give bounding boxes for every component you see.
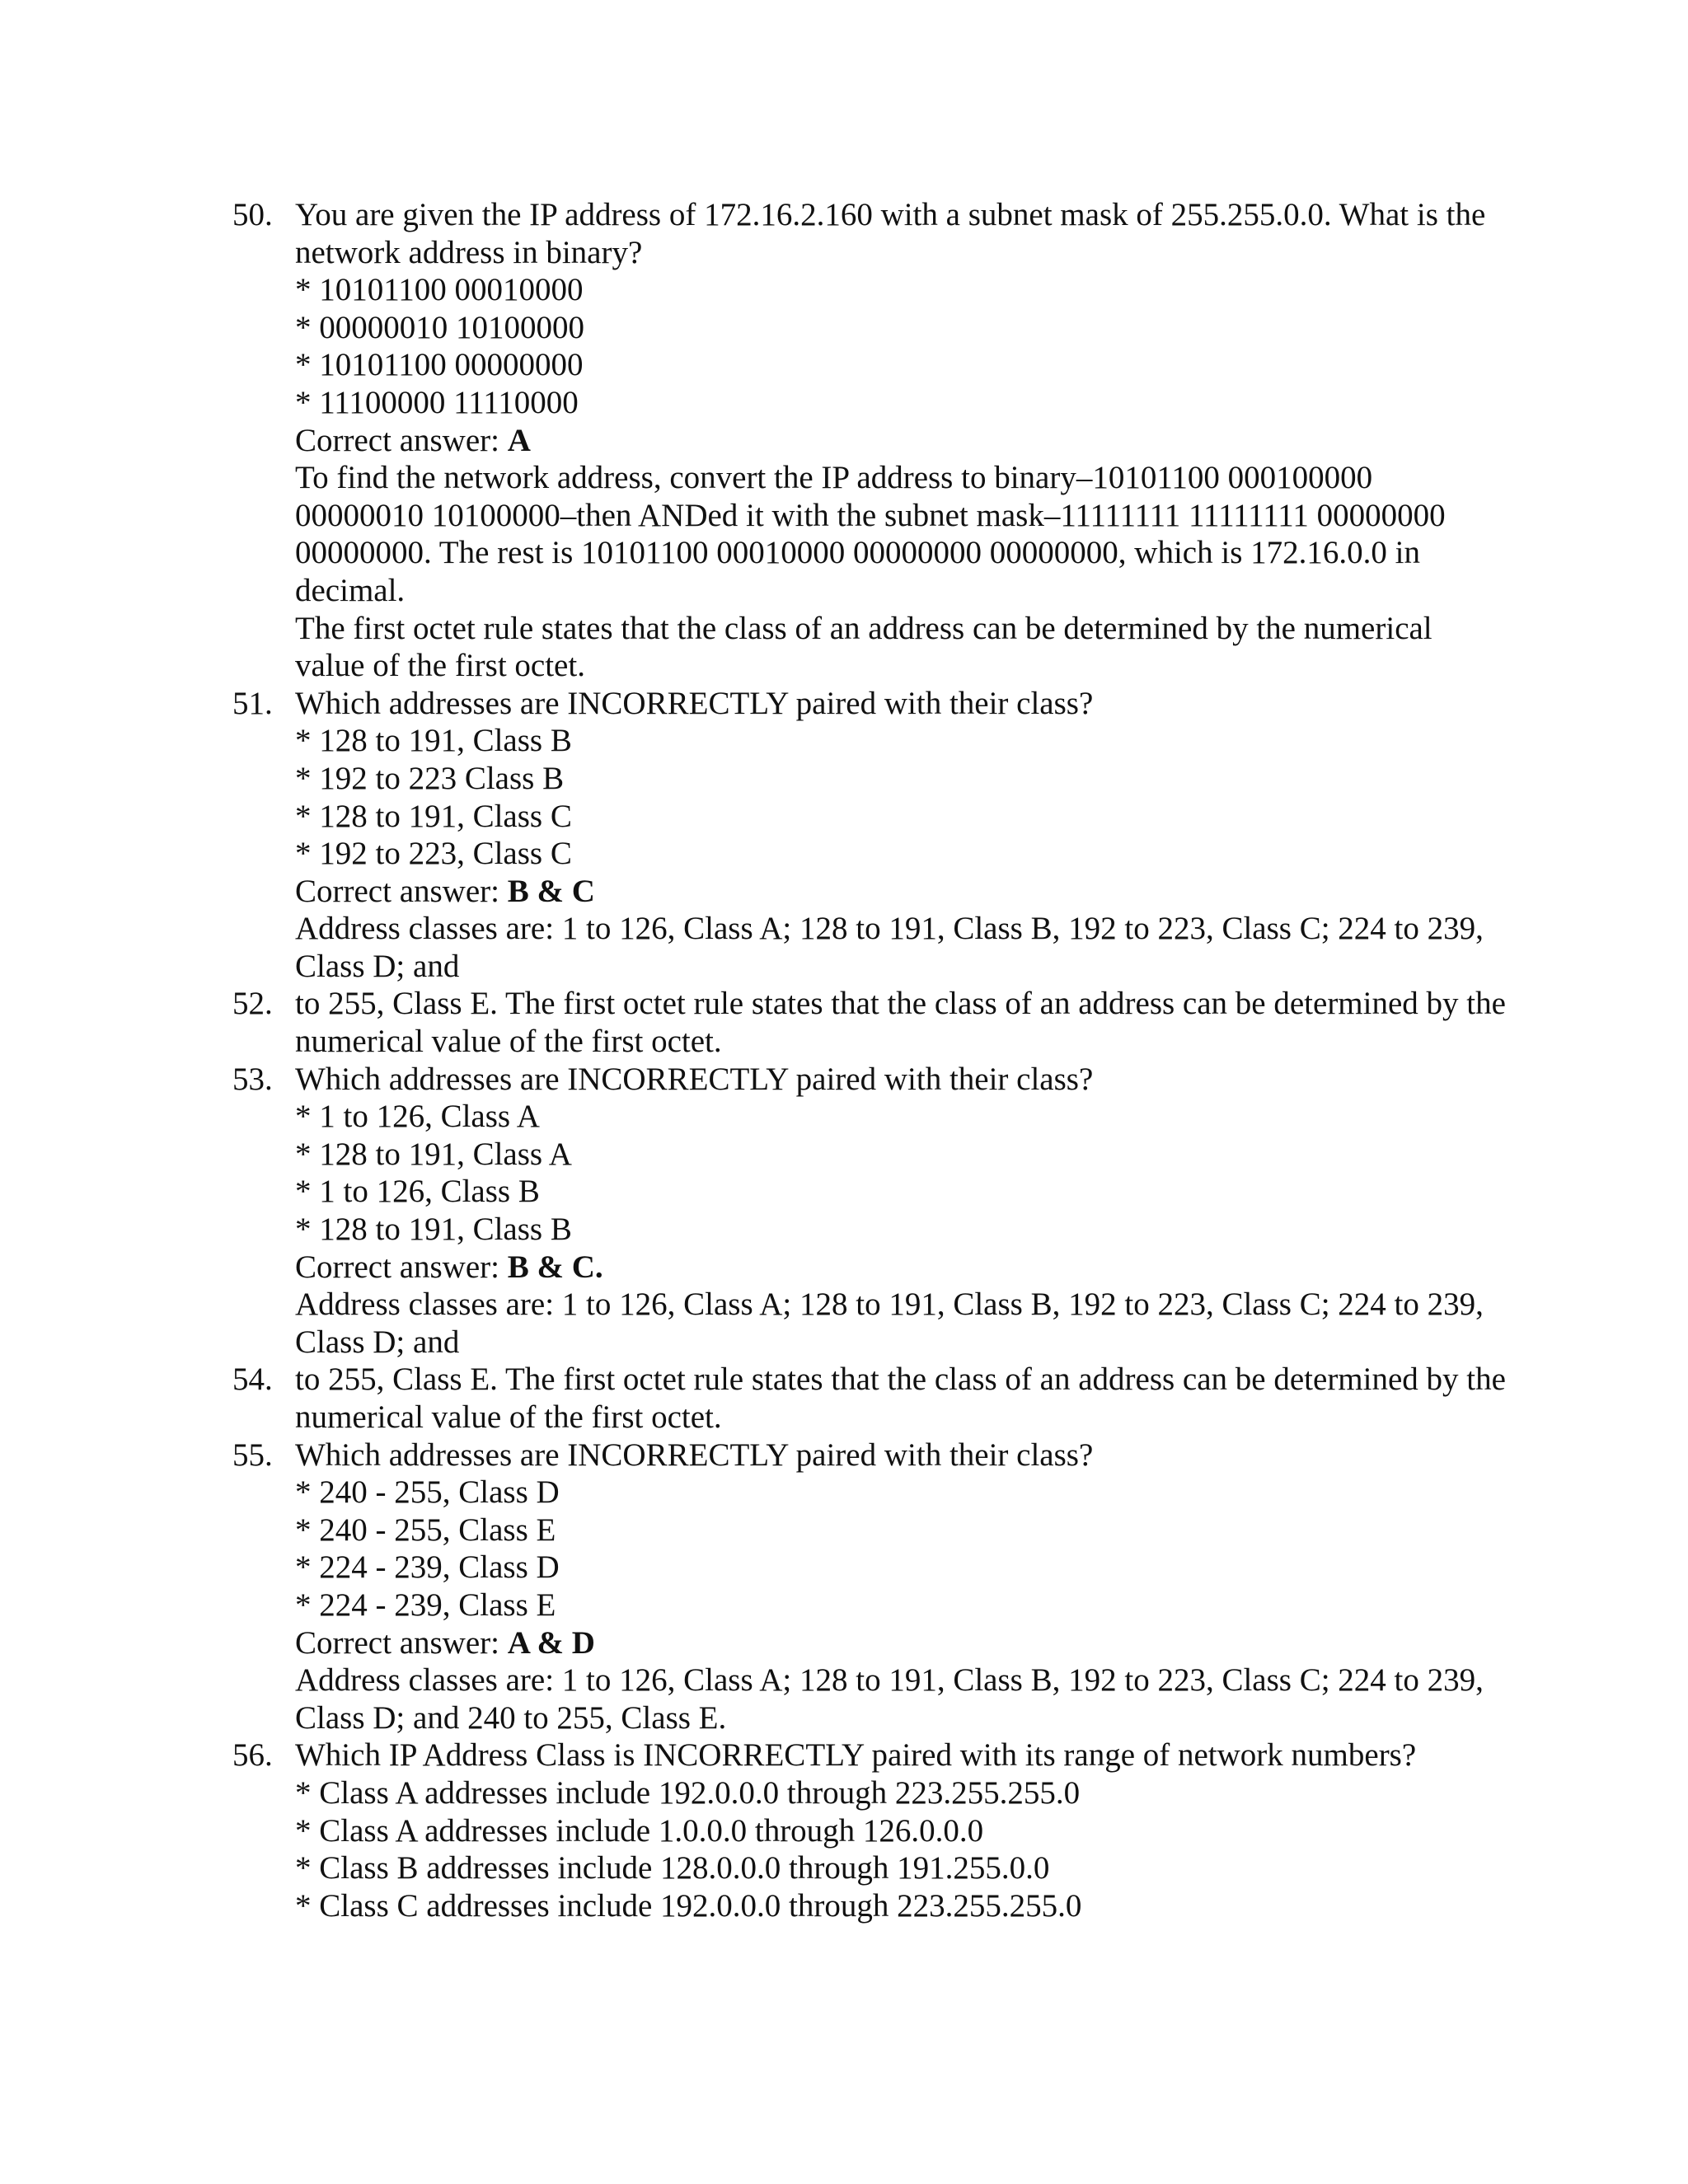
question-item-54 <box>232 1361 1508 1436</box>
answer-label: Correct answer: <box>295 1624 508 1661</box>
answer-value: A <box>507 422 531 458</box>
option: * Class A addresses include 1.0.0.0 through 126.0.0.0 <box>295 1812 984 1849</box>
question-item-55 <box>232 1436 1508 1737</box>
question-item-52 <box>232 985 1508 1060</box>
option: * 10101100 00000000 <box>295 347 584 383</box>
answer-label: Correct answer: <box>295 422 508 458</box>
item-text: to 255, Class E. The first octet rule states that the class of an address can be determined by the numerical value of the first octet. <box>295 1361 1506 1435</box>
correct-answer <box>295 1624 1508 1662</box>
option: * 192 to 223, Class C <box>295 836 572 872</box>
correct-answer <box>295 873 1508 911</box>
option: * Class A addresses include 192.0.0.0 through 223.255.255.0 <box>295 1774 1081 1811</box>
option: * 128 to 191, Class C <box>295 798 572 834</box>
answer-value: B & C <box>507 873 595 909</box>
answer-label: Correct answer: <box>295 873 508 909</box>
question-text: Which addresses are INCORRECTLY paired with their class? <box>295 685 1094 721</box>
explanation: Address classes are: 1 to 126, Class A; 128 to 191, Class B, 192 to 223, Class C; 224 to 239, Class D; and <box>295 911 1484 984</box>
option: * 128 to 191, Class B <box>295 723 572 759</box>
explanation: Address classes are: 1 to 126, Class A; 128 to 191, Class B, 192 to 223, Class C; 224 to 239, Class D; and <box>295 1286 1484 1360</box>
option: * 00000010 10100000 <box>295 309 584 345</box>
correct-answer <box>295 1249 1508 1286</box>
item-text: to 255, Class E. The first octet rule states that the class of an address can be determined by the numerical value of the first octet. <box>295 986 1506 1060</box>
question-item-50 <box>232 196 1508 685</box>
explanation: Address classes are: 1 to 126, Class A; 128 to 191, Class B, 192 to 223, Class C; 224 to 239, Class D; and 240 to 255, Class E. <box>295 1662 1484 1736</box>
option: * 224 - 239, Class D <box>295 1549 560 1586</box>
option: * Class C addresses include 192.0.0.0 through 223.255.255.0 <box>295 1887 1082 1924</box>
question-item-56 <box>232 1736 1508 1924</box>
option: * 240 - 255, Class E <box>295 1511 556 1548</box>
item-number: 50. <box>232 197 273 232</box>
item-number: 55. <box>232 1436 273 1473</box>
item-number: 56. <box>232 1737 273 1774</box>
answer-value: A & D <box>507 1624 595 1661</box>
option: * 128 to 191, Class B <box>295 1212 572 1248</box>
item-number: 51. <box>232 685 273 721</box>
option: * Class B addresses include 128.0.0.0 through 191.255.0.0 <box>295 1850 1050 1886</box>
question-item-51 <box>232 685 1508 986</box>
note: The first octet rule states that the class of an address can be determined by the numerical value of the first octet. <box>295 610 1432 684</box>
question-text: You are given the IP address of 172.16.2.160 with a subnet mask of 255.255.0.0. What is the network address in binary? <box>295 197 1486 270</box>
option: * 128 to 191, Class A <box>295 1136 572 1172</box>
explanation: To find the network address, convert the IP address to binary–10101100 000100000 00000010 10100000–then ANDed it with the subnet mask–11111111 11111111 00000000 00000000. The rest is 10101100 00010000 00000000 00000000, which is 172.16.0.0 in decimal. <box>295 460 1446 608</box>
item-number: 54. <box>232 1361 273 1398</box>
question-text: Which IP Address Class is INCORRECTLY paired with its range of network numbers? <box>295 1737 1417 1774</box>
answer-value: B & C. <box>507 1249 603 1285</box>
question-list <box>232 196 1508 1924</box>
item-number: 52. <box>232 986 273 1022</box>
option: * 11100000 11110000 <box>295 384 579 420</box>
option: * 192 to 223 Class B <box>295 760 565 796</box>
option: * 1 to 126, Class B <box>295 1174 540 1210</box>
item-number: 53. <box>232 1061 273 1097</box>
question-item-53 <box>232 1061 1508 1361</box>
answer-label: Correct answer: <box>295 1249 508 1285</box>
question-text: Which addresses are INCORRECTLY paired with their class? <box>295 1061 1094 1097</box>
option: * 10101100 00010000 <box>295 272 584 308</box>
option: * 1 to 126, Class A <box>295 1099 540 1135</box>
correct-answer <box>295 422 1508 460</box>
option: * 224 - 239, Class E <box>295 1586 556 1623</box>
option: * 240 - 255, Class D <box>295 1474 560 1511</box>
question-text: Which addresses are INCORRECTLY paired with their class? <box>295 1436 1094 1473</box>
